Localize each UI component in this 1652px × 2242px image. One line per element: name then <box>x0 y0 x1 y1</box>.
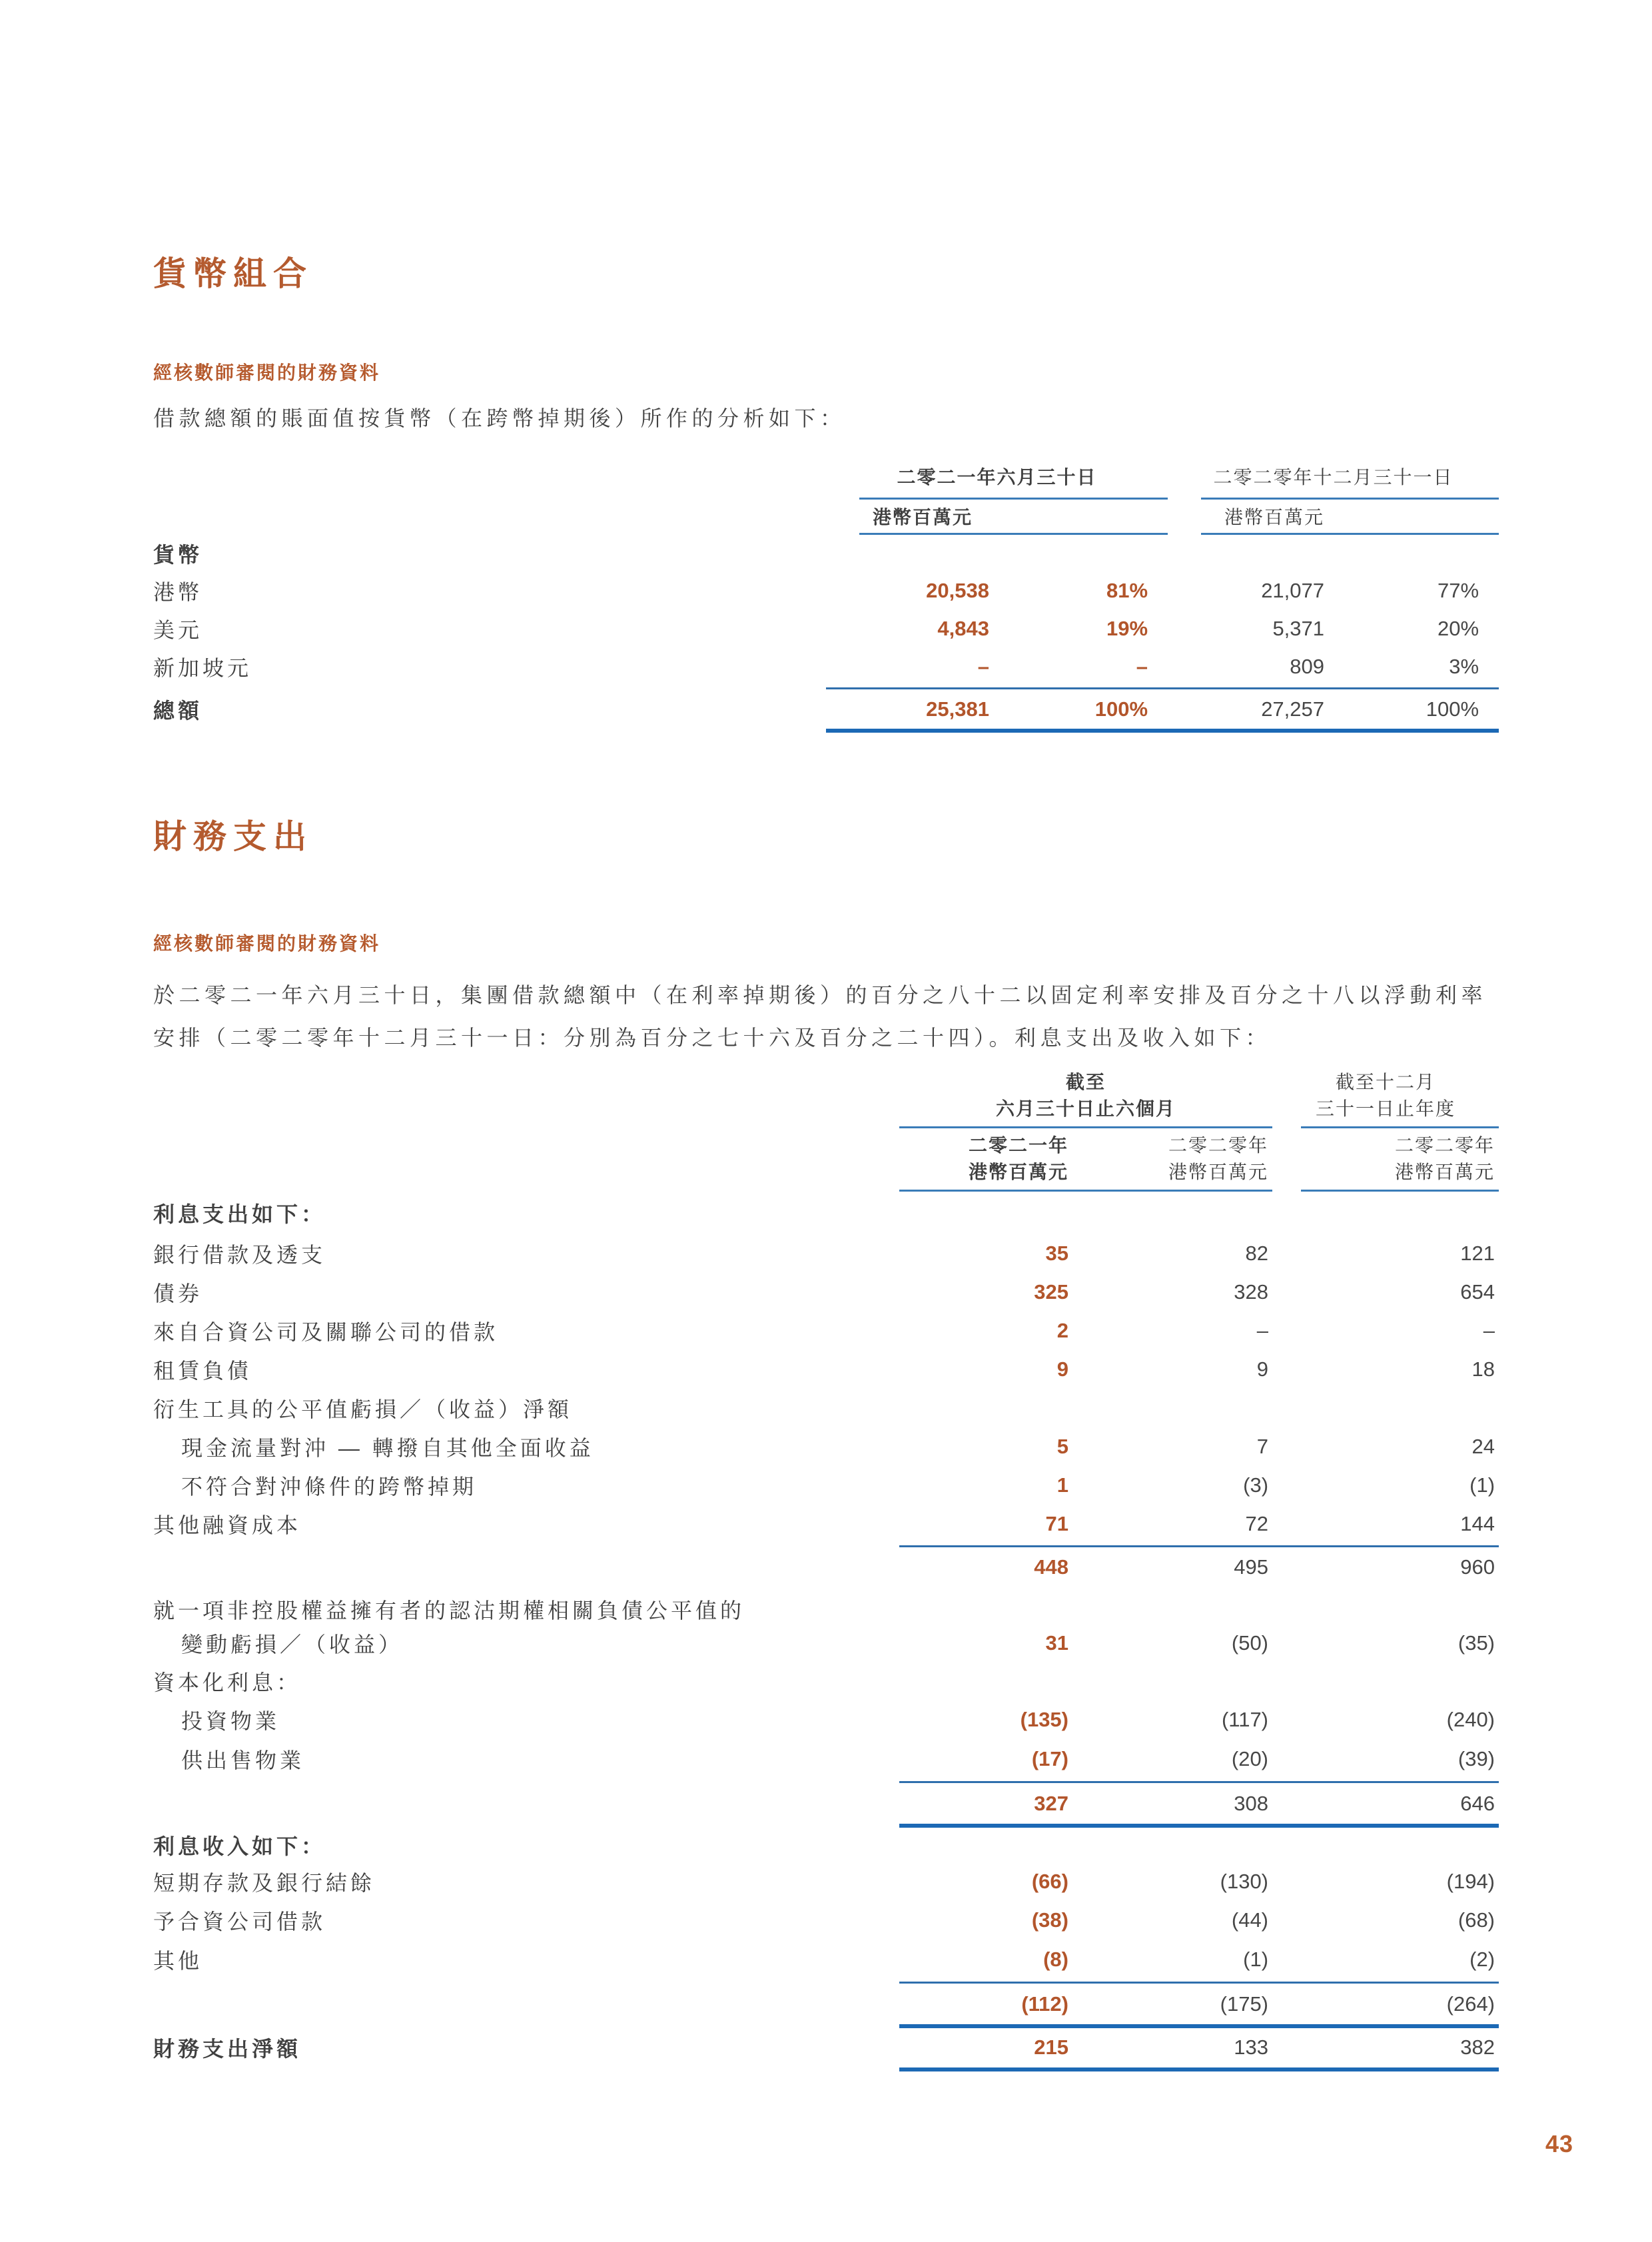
rule-line <box>899 1781 1499 1783</box>
value-cell: (38) <box>1031 1908 1068 1932</box>
row-label: 利息支出如下： <box>153 1202 326 1226</box>
column-header-2020-annual: 二零二零年 港幣百萬元 <box>1395 1135 1495 1182</box>
row-label: 利息收入如下： <box>153 1834 326 1858</box>
value-cell: 77% <box>1437 578 1479 602</box>
value-cell: 31 <box>1045 1631 1068 1655</box>
table-row <box>153 1662 1499 1700</box>
finance-costs-intro-text <box>153 974 1499 1059</box>
row-label: 財務支出淨額 <box>153 2037 302 2061</box>
row-label: 短期存款及銀行結餘 <box>153 1871 376 1895</box>
value-cell: (264) <box>1446 1992 1495 2016</box>
value-cell: (112) <box>1021 1992 1068 2016</box>
table-row <box>153 1901 1499 1940</box>
rule-line <box>899 1545 1499 1547</box>
value-cell: 3% <box>1449 654 1479 678</box>
period-header-2020: 二零二零年十二月三十一日 <box>1213 467 1453 488</box>
table-row <box>153 1594 1499 1625</box>
value-cell: 7 <box>1256 1435 1269 1458</box>
value-cell: (240) <box>1446 1708 1495 1731</box>
table-row <box>153 1427 1499 1466</box>
value-cell: 2 <box>1056 1319 1068 1342</box>
intro-line-1: 於二零二一年六月三十日，集團借款總額中（在利率掉期後）的百分之八十二以固定利率安排及百分之十八以浮動利率 <box>153 983 1487 1007</box>
audited-note: 經核數師審閱的財務資料 <box>153 933 381 954</box>
table-row <box>153 1625 1499 1662</box>
row-label: 新加坡元 <box>153 655 252 680</box>
value-cell: (8) <box>1043 1948 1068 1971</box>
value-cell: (194) <box>1446 1870 1495 1893</box>
table-row <box>153 1700 1499 1739</box>
value-cell: 448 <box>1034 1555 1068 1579</box>
table-row <box>153 609 1499 647</box>
rule-line-thick <box>899 2024 1499 2028</box>
value-cell: (117) <box>1221 1708 1269 1731</box>
table-row <box>153 1192 1499 1234</box>
value-cell: (3) <box>1243 1473 1269 1497</box>
table-row <box>153 1389 1499 1427</box>
subtotal-row <box>153 1985 1499 2024</box>
value-cell: – <box>977 654 989 678</box>
value-cell <box>1072 1192 1272 1234</box>
value-cell: 81% <box>1106 578 1148 602</box>
value-cell <box>1272 1192 1499 1234</box>
value-cell: 5,371 <box>1272 616 1325 640</box>
row-label: 投資物業 <box>181 1709 280 1733</box>
value-cell: 1 <box>1056 1473 1068 1497</box>
subtotal-rule <box>153 1980 1499 1985</box>
value-cell: 325 <box>1034 1280 1068 1304</box>
row-label: 其他融資成本 <box>153 1513 302 1537</box>
value-cell: 960 <box>1460 1555 1495 1579</box>
stub-header: 貨幣 <box>153 542 203 567</box>
total-rule <box>153 728 1499 733</box>
value-cell: 809 <box>1290 654 1325 678</box>
value-cell: (130) <box>1220 1870 1269 1893</box>
column-header-2020-interim: 二零二零年 港幣百萬元 <box>1168 1135 1269 1182</box>
value-cell: 20,538 <box>926 578 989 602</box>
row-label: 資本化利息： <box>153 1671 302 1694</box>
table-row <box>153 1739 1499 1779</box>
row-label: 租賃負債 <box>153 1359 252 1383</box>
value-cell: 5 <box>1056 1435 1068 1458</box>
value-cell: 495 <box>1234 1555 1269 1579</box>
table-row <box>153 1505 1499 1543</box>
table-row <box>153 1273 1499 1311</box>
rule-line-thick <box>899 1824 1499 1828</box>
value-cell: 20% <box>1437 616 1479 640</box>
value-cell: (39) <box>1457 1747 1495 1770</box>
value-cell: 9 <box>1056 1357 1068 1381</box>
value-cell: (44) <box>1231 1908 1269 1932</box>
value-cell: 18 <box>1471 1357 1495 1381</box>
total-row <box>153 2028 1499 2067</box>
value-cell: 100% <box>1094 697 1148 721</box>
value-cell: 646 <box>1460 1792 1495 1815</box>
table-row <box>153 1234 1499 1273</box>
value-cell: 382 <box>1460 2036 1495 2059</box>
currency-intro-text: 借款總額的賬面值按貨幣（在跨幣掉期後）所作的分析如下： <box>153 406 846 430</box>
value-cell: (50) <box>1231 1631 1269 1655</box>
total-rule <box>153 1823 1499 1828</box>
value-cell: 21,077 <box>1261 578 1325 602</box>
value-cell: – <box>1136 654 1148 678</box>
value-cell: – <box>1483 1319 1495 1342</box>
page-content <box>153 0 1499 2071</box>
value-cell: 72 <box>1245 1512 1269 1535</box>
row-label: 銀行借款及透支 <box>153 1243 326 1267</box>
value-cell: 25,381 <box>926 697 989 721</box>
row-label: 港幣 <box>153 579 203 604</box>
intro-line-2: 安排（二零二零年十二月三十一日：分別為百分之七十六及百分之二十四）。利息支出及收入如下： <box>153 1026 1272 1050</box>
value-cell: 308 <box>1234 1792 1269 1815</box>
period-header-fullyear: 截至十二月 三十一日止年度 <box>1316 1072 1456 1119</box>
table-row <box>153 1311 1499 1350</box>
value-cell: (1) <box>1243 1948 1269 1971</box>
value-cell: (175) <box>1220 1992 1269 2016</box>
period-header-row <box>153 460 1499 498</box>
rule-line-thick <box>899 2067 1499 2071</box>
value-cell: 215 <box>1034 2036 1068 2059</box>
row-label: 其他 <box>153 1949 203 1973</box>
value-cell: 24 <box>1471 1435 1495 1458</box>
page-number: 43 <box>1545 2130 1574 2157</box>
value-cell: 121 <box>1460 1242 1495 1265</box>
value-cell: (135) <box>1020 1708 1068 1731</box>
value-cell: (35) <box>1457 1631 1495 1655</box>
rule-line <box>826 687 1499 689</box>
row-label: 予合資公司借款 <box>153 1910 326 1934</box>
table-row <box>153 571 1499 609</box>
value-cell: 19% <box>1106 616 1148 640</box>
value-cell: 100% <box>1426 697 1479 721</box>
row-label: 變動虧損／（收益） <box>181 1633 404 1657</box>
total-rule <box>153 2067 1499 2071</box>
value-cell: (68) <box>1457 1908 1495 1932</box>
column-header-2021: 二零二一年 港幣百萬元 <box>968 1135 1068 1182</box>
subtotal-rule <box>153 685 1499 691</box>
table-row <box>153 1350 1499 1389</box>
value-cell: 27,257 <box>1261 697 1325 721</box>
period-header-row <box>153 1062 1499 1126</box>
period-header-halfyear: 截至 六月三十日止六個月 <box>996 1072 1176 1119</box>
value-cell: (20) <box>1231 1747 1269 1770</box>
row-label: 債券 <box>153 1282 203 1306</box>
total-row <box>153 691 1499 728</box>
value-cell: 327 <box>1034 1792 1068 1815</box>
row-label: 供出售物業 <box>181 1748 305 1772</box>
audited-note: 經核數師審閱的財務資料 <box>153 362 381 383</box>
value-cell: 133 <box>1234 2036 1269 2059</box>
column-header-row <box>153 1128 1499 1190</box>
table-row <box>153 647 1499 685</box>
subtotal-row <box>153 1549 1499 1586</box>
spacer-row <box>153 1586 1499 1594</box>
row-label: 衍生工具的公平值虧損／（收益）淨額 <box>153 1397 573 1421</box>
rule-line-thick <box>826 729 1499 733</box>
value-cell: 654 <box>1460 1280 1495 1304</box>
value-cell: – <box>1256 1319 1269 1342</box>
value-cell: 35 <box>1045 1242 1068 1265</box>
section-title-currency-mix: 貨幣組合 <box>153 255 313 292</box>
stub-header-row <box>153 535 1499 571</box>
table-row <box>153 1828 1499 1862</box>
value-cell: (1) <box>1469 1473 1495 1497</box>
row-label: 就一項非控股權益擁有者的認沽期權相關負債公平值的 <box>153 1599 745 1623</box>
unit-label-2020: 港幣百萬元 <box>1224 507 1325 528</box>
value-cell: 328 <box>1234 1280 1269 1304</box>
section-title-finance-costs: 財務支出 <box>153 818 313 855</box>
row-label: 美元 <box>153 617 203 642</box>
row-label: 不符合對沖條件的跨幣掉期 <box>181 1475 478 1499</box>
row-label: 現金流量對沖 — 轉撥自其他全面收益 <box>181 1436 594 1460</box>
value-cell: (66) <box>1031 1870 1068 1893</box>
value-cell: 144 <box>1460 1512 1495 1535</box>
unit-label-2021: 港幣百萬元 <box>873 507 973 528</box>
value-cell: 9 <box>1256 1357 1269 1381</box>
value-cell: 71 <box>1045 1512 1068 1535</box>
table-row <box>153 1466 1499 1505</box>
subtotal-rule <box>153 1779 1499 1784</box>
value-cell <box>899 1192 1072 1234</box>
finance-costs-table <box>153 1062 1499 2071</box>
total-rule <box>153 2024 1499 2028</box>
table-row <box>153 1862 1499 1901</box>
value-cell: (2) <box>1469 1948 1495 1971</box>
unit-header-row <box>153 500 1499 533</box>
row-label: 來自合資公司及關聯公司的借款 <box>153 1320 499 1344</box>
subtotal-row <box>153 1784 1499 1823</box>
currency-table <box>153 460 1499 733</box>
period-header-2021: 二零二一年六月三十日 <box>897 467 1097 488</box>
row-label: 總額 <box>153 699 203 723</box>
value-cell: (17) <box>1031 1747 1068 1770</box>
value-cell: 4,843 <box>937 616 989 640</box>
rule-line <box>899 1982 1499 1984</box>
value-cell: 82 <box>1245 1242 1269 1265</box>
subtotal-rule <box>153 1543 1499 1549</box>
table-row <box>153 1940 1499 1980</box>
